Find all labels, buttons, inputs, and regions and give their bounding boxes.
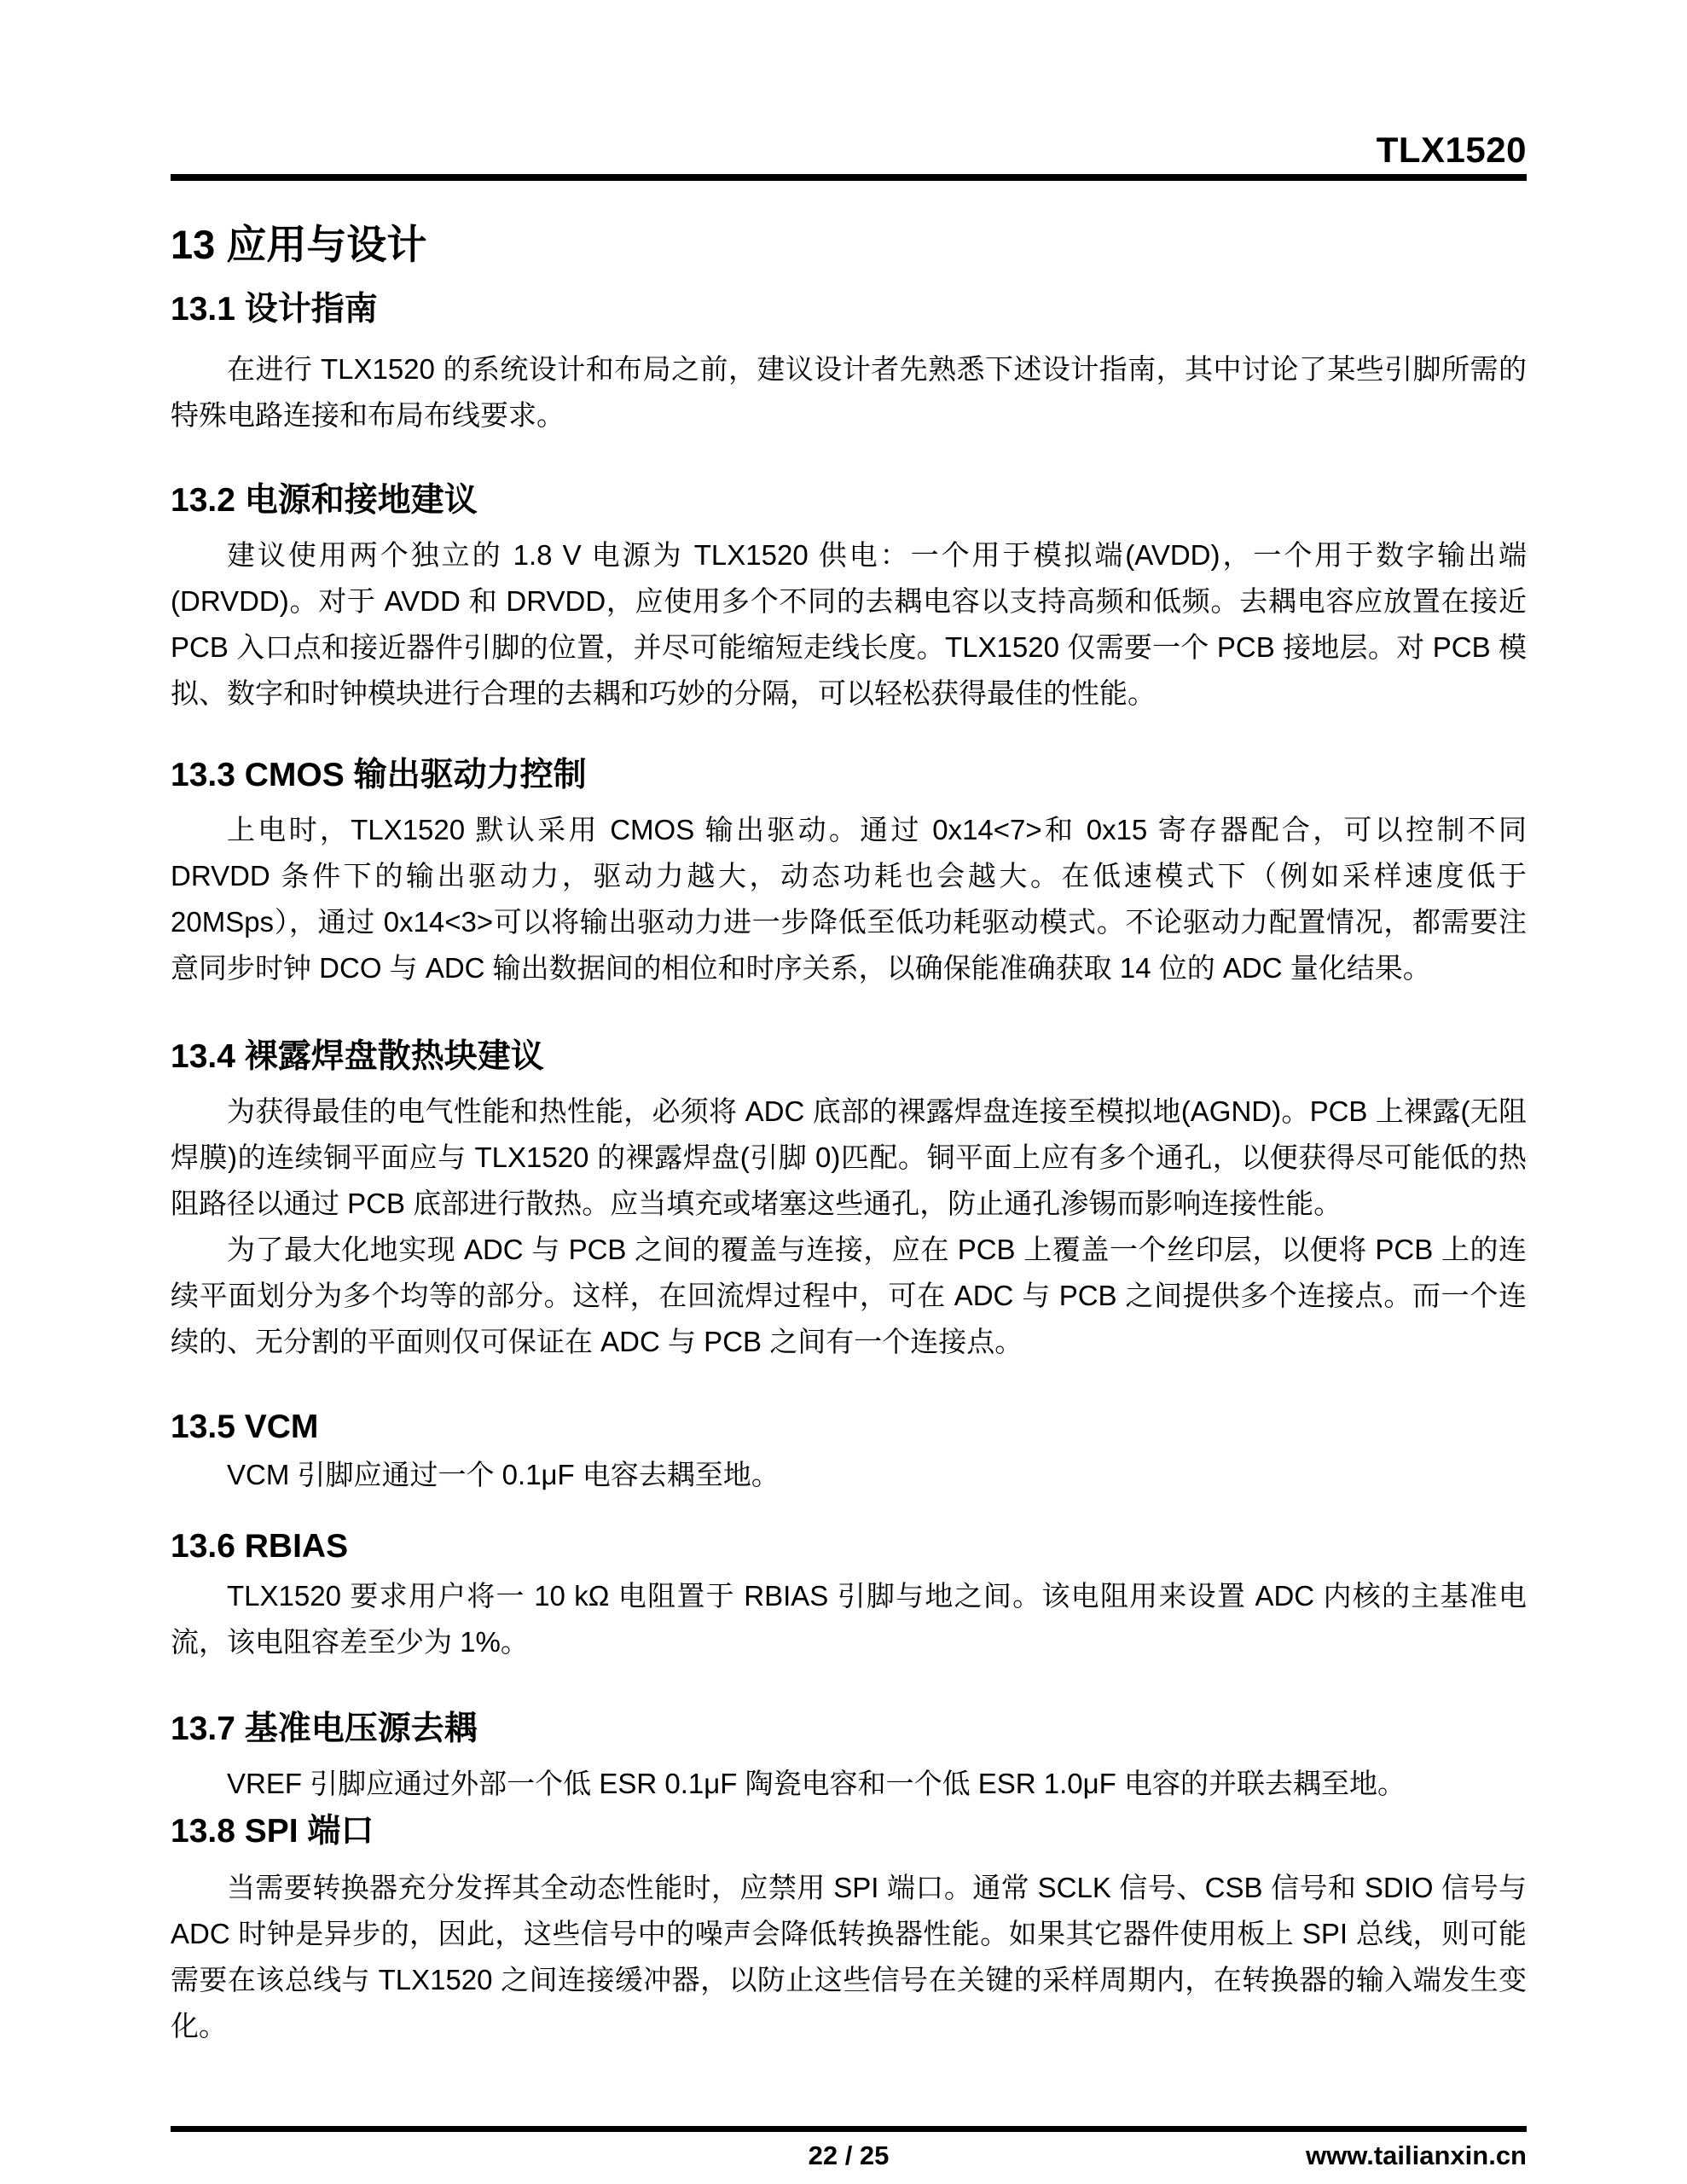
device-title: TLX1520 xyxy=(1376,130,1527,170)
section-heading: 13.4 裸露焊盘散热块建议 xyxy=(171,1038,544,1075)
paragraph: VCM 引脚应通过一个 0.1μF 电容去耦至地。 xyxy=(227,1459,780,1490)
section-13-8 xyxy=(171,1814,1527,2049)
paragraph: 为了最大化地实现 ADC 与 PCB 之间的覆盖与连接，应在 PCB 上覆盖一个丝印层，以便将 PCB 上的连续平面划分为多个均等的部分。这样，在回流焊过程中，可在 ADC 与 PCB 之间提供多个连接点。而一个连续的、无分割的平面则仅可保证在 ADC 与 PCB 之间有一个连接点。 xyxy=(171,1234,1527,1357)
page-footer xyxy=(171,2139,1527,2176)
header-rule xyxy=(171,174,1527,181)
paragraph: 上电时，TLX1520 默认采用 CMOS 输出驱动。通过 0x14<7>和 0x15 寄存器配合，可以控制不同 DRVDD 条件下的输出驱动力，驱动力越大，动态功耗也会越大。在低速模式下（例如采样速度低于 20MSps），通过 0x14<3>可以将输出驱动力进一步降低至低功耗驱动模式。不论驱动力配置情况，都需要注意同步时钟 DCO 与 ADC 输出数据间的相位和时序关系，以确保能准确获取 14 位的 ADC 量化结果。 xyxy=(171,814,1527,984)
paragraph: VREF 引脚应通过外部一个低 ESR 0.1μF 陶瓷电容和一个低 ESR 1.0μF 电容的并联去耦至地。 xyxy=(227,1768,1406,1799)
paragraph: 建议使用两个独立的 1.8 V 电源为 TLX1520 供电：一个用于模拟端(AVDD)，一个用于数字输出端(DRVDD)。对于 AVDD 和 DRVDD，应使用多个不同的去耦电容以支持高频和低频。去耦电容应放置在接近 PCB 入口点和接近器件引脚的位置，并尽可能缩短走线长度。TLX1520 仅需要一个 PCB 接地层。对 PCB 模拟、数字和时钟模块进行合理的去耦和巧妙的分隔，可以轻松获得最佳的性能。 xyxy=(171,539,1527,709)
section-13-1 xyxy=(171,292,1527,439)
section-heading: 13.3 CMOS 输出驱动力控制 xyxy=(171,757,587,793)
section-13-4 xyxy=(171,1039,1527,1365)
section-heading: 13.8 SPI 端口 xyxy=(171,1813,374,1850)
section-13-5 xyxy=(171,1409,1527,1498)
paragraph: 当需要转换器充分发挥其全动态性能时，应禁用 SPI 端口。通常 SCLK 信号、CSB 信号和 SDIO 信号与 ADC 时钟是异步的，因此，这些信号中的噪声会降低转换器性能。如果其它器件使用板上 SPI 总线，则可能需要在该总线与 TLX1520 之间连接缓冲器，以防止这些信号在关键的采样周期内，在转换器的输入端发生变化。 xyxy=(171,1872,1527,2042)
section-13-3 xyxy=(171,758,1527,991)
section-heading: 13.7 基准电压源去耦 xyxy=(171,1711,478,1747)
section-heading: 13.5 VCM xyxy=(171,1409,319,1445)
section-13-2 xyxy=(171,483,1527,717)
page-number: 22 / 25 xyxy=(808,2140,890,2170)
paragraph: 为获得最佳的电气性能和热性能，必须将 ADC 底部的裸露焊盘连接至模拟地(AGND)。PCB 上裸露(无阻焊膜)的连续铜平面应与 TLX1520 的裸露焊盘(引脚 0)匹配。铜平面上应有多个通孔，以便获得尽可能低的热阻路径以通过 PCB 底部进行散热。应当填充或堵塞这些通孔，防止通孔渗锡而影响连接性能。 xyxy=(171,1095,1527,1219)
paragraph: TLX1520 要求用户将一 10 kΩ 电阻置于 RBIAS 引脚与地之间。该电阻用来设置 ADC 内核的主基准电流，该电阻容差至少为 1%。 xyxy=(171,1580,1527,1658)
paragraph: 在进行 TLX1520 的系统设计和布局之前，建议设计者先熟悉下述设计指南，其中讨论了某些引脚所需的特殊电路连接和布局布线要求。 xyxy=(171,353,1527,431)
section-13-6 xyxy=(171,1529,1527,1665)
chapter-title: 13 应用与设计 xyxy=(171,222,427,267)
website-text: www.tailianxin.cn xyxy=(1306,2140,1527,2170)
section-heading: 13.2 电源和接地建议 xyxy=(171,482,478,519)
footer-rule xyxy=(171,2126,1527,2132)
section-heading: 13.6 RBIAS xyxy=(171,1528,349,1565)
section-heading: 13.1 设计指南 xyxy=(171,291,378,328)
section-13-7 xyxy=(171,1711,1527,1807)
page-header xyxy=(171,0,1527,169)
